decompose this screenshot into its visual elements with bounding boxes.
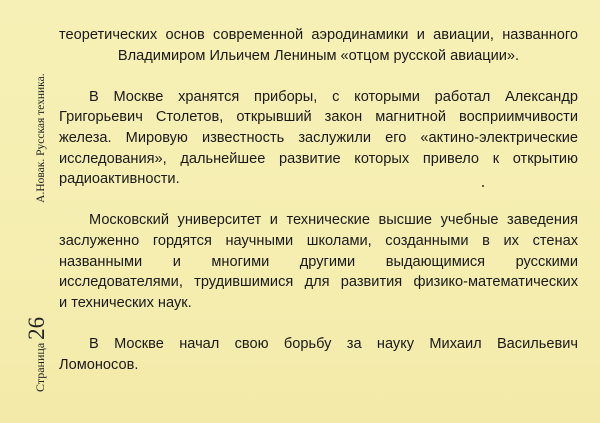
text-line: исследования», дальнейшее развитие которых привело к открытию [59, 150, 578, 167]
page-number: 26 [24, 316, 49, 340]
text-line: исследователями, трудившимися для развития физико-математических [59, 274, 578, 291]
paragraph-3 [59, 210, 578, 313]
running-title: А.Новак. Русская техника. [35, 73, 47, 203]
body-text [59, 25, 578, 396]
text-line: заслуженно гордятся научными школами, созданными в их стенах [59, 232, 578, 249]
text-line: Московский университет и технические высшие учебные заведения [89, 212, 578, 229]
text-line: теоретических основ современной аэродинамики и авиации, названного [59, 27, 578, 43]
text-line: Григорьевич Столетов, открывший закон магнитной восприимчивости [59, 109, 578, 126]
margin-caption-rotated [24, 73, 50, 392]
margin-caption [0, 0, 48, 423]
page-label: Страница [33, 342, 47, 392]
text-line: Ломоносов. [59, 356, 139, 373]
text-line: Владимиром Ильичем Лениным «отцом русской авиации». [117, 47, 520, 64]
paragraph-4 [59, 334, 578, 375]
paragraph-1 [59, 25, 578, 66]
text-line: названными и многими другими выдающимися русскими [59, 253, 578, 270]
stray-dot [482, 185, 484, 187]
text-line: радиоактивности. [59, 171, 180, 188]
text-line: В Москве хранятся приборы, с которыми работал Александр [89, 88, 578, 105]
text-line: В Москве начал свою борьбу за науку Михаил Васильевич [89, 335, 578, 352]
paragraph-2 [59, 87, 578, 190]
text-line: железа. Мировую известность заслужили его «актино-электрические [59, 129, 578, 146]
text-line: и технических наук. [59, 294, 192, 311]
